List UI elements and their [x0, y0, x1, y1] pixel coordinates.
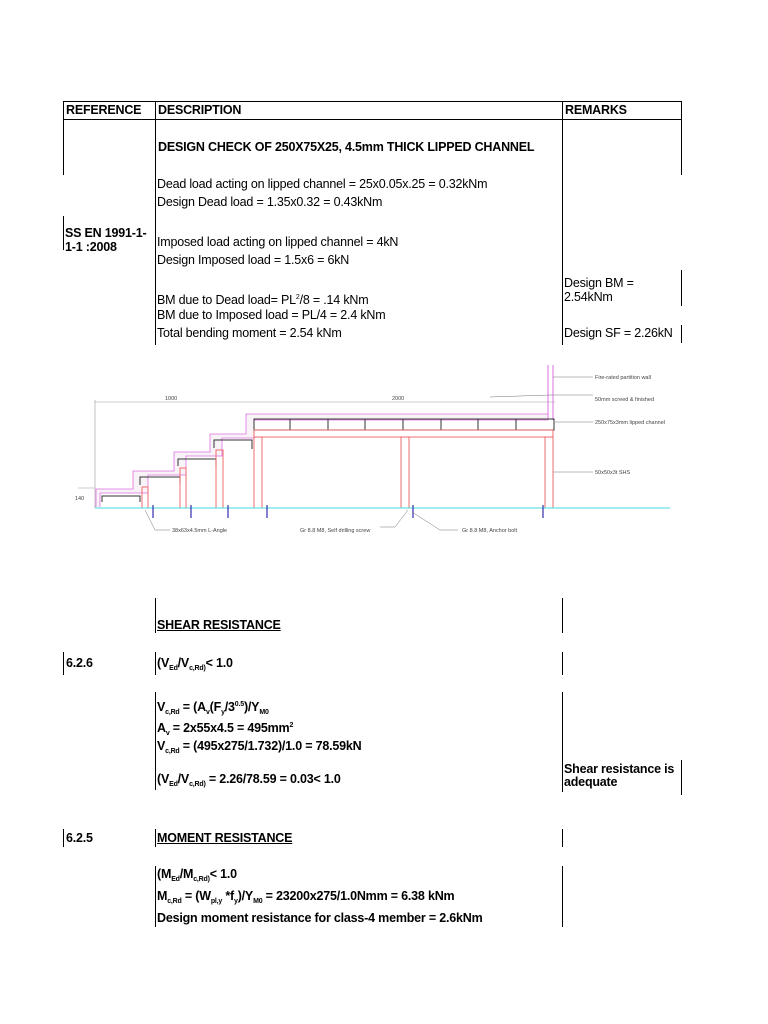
shear-ratio [157, 772, 341, 792]
formula-part: v [165, 730, 170, 737]
bm-imposed: BM due to Imposed load = PL/4 = 2.4 kNm [157, 308, 386, 322]
formula-part: (V [157, 656, 170, 670]
reference-code-1: SS EN 1991-1- [65, 226, 147, 240]
formula-part: < 1.0 [205, 656, 233, 670]
remark-bm-2: 2.54kNm [564, 290, 613, 304]
header-description: DESCRIPTION [158, 103, 242, 117]
shear-heading: SHEAR RESISTANCE [157, 618, 281, 632]
dim-140: 140 [75, 496, 85, 502]
moment-heading: MOMENT RESISTANCE [157, 831, 293, 845]
shear-check [157, 656, 233, 676]
col-border [155, 829, 156, 847]
formula-part: /M [179, 867, 194, 881]
formula-part: < 1.0 [209, 867, 237, 881]
bm-dead-text2: /8 = .14 kNm [299, 293, 369, 307]
page-title: DESIGN CHECK OF 250X75X25, 4.5mm THICK LIPPED CHANNEL [158, 140, 535, 154]
formula-part: M [157, 889, 168, 903]
col-border [155, 652, 156, 675]
channel-ticks [290, 419, 516, 430]
col-border [63, 829, 64, 847]
formula-part: )/Y [243, 700, 260, 714]
formula-part: = (495x275/1.732)/1.0 = 78.59kN [179, 739, 362, 753]
label-channel: 250x75x3mm lipped channel [595, 420, 666, 426]
header-remarks: REMARKS [565, 103, 627, 117]
col-border [155, 866, 156, 927]
formula-part: V [157, 700, 166, 714]
col-border [63, 101, 64, 175]
col-border [63, 652, 64, 675]
col-border [681, 760, 682, 795]
reference-code-2: 1-1 :2008 [65, 240, 117, 254]
formula-part: M0 [259, 709, 269, 716]
formula-part: /V [177, 656, 190, 670]
col-border [562, 829, 563, 847]
formula-part: /3 [224, 700, 235, 714]
formula-part: (V [157, 772, 170, 786]
header-reference: REFERENCE [66, 103, 142, 117]
formula-part: V [157, 739, 166, 753]
formula-part: Ed [169, 781, 178, 788]
formula-part: /V [177, 772, 190, 786]
formula-part: (M [157, 867, 172, 881]
formula-part: A [157, 721, 166, 735]
formula-part: )/Y [237, 889, 254, 903]
label-wall: Fire-rated partition wall [595, 375, 651, 381]
col-border [562, 652, 563, 675]
shear-clause: 6.2.6 [66, 656, 93, 670]
mcrd-formula [157, 889, 454, 909]
remark-shear-2: adequate [564, 775, 618, 789]
col-border [681, 325, 682, 343]
shs-frame [142, 430, 553, 508]
formula-part: Ed [171, 876, 180, 883]
dim-1000: 1000 [165, 396, 178, 402]
bm-dead-sup: 2 [295, 294, 300, 301]
formula-part: 0.5 [234, 701, 244, 708]
av-formula [157, 718, 293, 741]
formula-part: (F [209, 700, 222, 714]
formula-part: Ed [169, 665, 178, 672]
col-border [681, 270, 682, 306]
label-screw: Gr 8.8 M8, Self drilling screw [300, 528, 371, 534]
formula-part: c,Rd [165, 709, 180, 716]
formula-part: y [221, 709, 225, 716]
bolts [153, 505, 543, 518]
remark-bm-1: Design BM = [564, 276, 634, 290]
screed-outline [96, 414, 548, 507]
bm-total: Total bending moment = 2.54 kNm [157, 326, 342, 340]
dim-2000: 2000 [392, 396, 405, 402]
load-line: Design Imposed load = 1.5x6 = 6kN [157, 253, 350, 267]
load-line: Design Dead load = 1.35x0.32 = 0.43kNm [157, 195, 383, 209]
bm-dead-text: BM due to Dead load= PL [157, 293, 296, 307]
formula-part: v [205, 709, 210, 716]
label-bolt: Gr 8.8 M8, Anchor bolt [462, 528, 518, 534]
col-border [562, 598, 563, 633]
bm-dead [157, 290, 368, 308]
formula-part: = 23200x275/1.0Nmm = 6.38 kNm [262, 889, 455, 903]
col-border [562, 692, 563, 792]
label-angle: 38x63x4.5mm L-Angle [172, 528, 228, 534]
label-shs: 50x50x3t SHS [595, 470, 631, 476]
formula-part: = 2.26/78.59 = 0.03< 1.0 [205, 772, 341, 786]
formula-part: c,Rd) [193, 876, 210, 883]
moment-clause: 6.2.5 [66, 831, 93, 845]
label-screed: 50mm screed & finished [595, 397, 654, 403]
formula-part: 2 [289, 722, 294, 729]
col-border [562, 866, 563, 927]
vcrd-formula [157, 697, 269, 720]
formula-part: M0 [253, 898, 263, 905]
col-border [63, 216, 64, 250]
section-drawing [0, 355, 768, 550]
formula-part: *f [222, 889, 234, 903]
formula-part: = (W [181, 889, 211, 903]
formula-part: = 2x55x4.5 = 495mm [169, 721, 290, 735]
channels [102, 419, 554, 502]
load-line: Dead load acting on lipped channel = 25x0.05x.25 = 0.32kNm [157, 177, 488, 191]
formula-part: c,Rd) [189, 781, 206, 788]
col-border [155, 598, 156, 633]
formula-part: c,Rd [167, 898, 182, 905]
col-border [681, 101, 682, 175]
remark-sf: Design SF = 2.26kN [564, 326, 673, 340]
vcrd-value [157, 739, 361, 759]
formula-part: c,Rd [165, 748, 180, 755]
col-border [155, 101, 156, 345]
formula-part: c,Rd) [189, 665, 206, 672]
moment-design: Design moment resistance for class-4 member = 2.6kNm [157, 911, 483, 925]
moment-check [157, 867, 237, 887]
formula-part: = (A [179, 700, 206, 714]
col-border [562, 101, 563, 345]
load-line: Imposed load acting on lipped channel = 4kN [157, 235, 399, 249]
formula-part: y [233, 898, 238, 905]
remark-shear-1: Shear resistance is [564, 762, 675, 776]
col-border [155, 692, 156, 790]
formula-part: pl,y [210, 898, 223, 905]
